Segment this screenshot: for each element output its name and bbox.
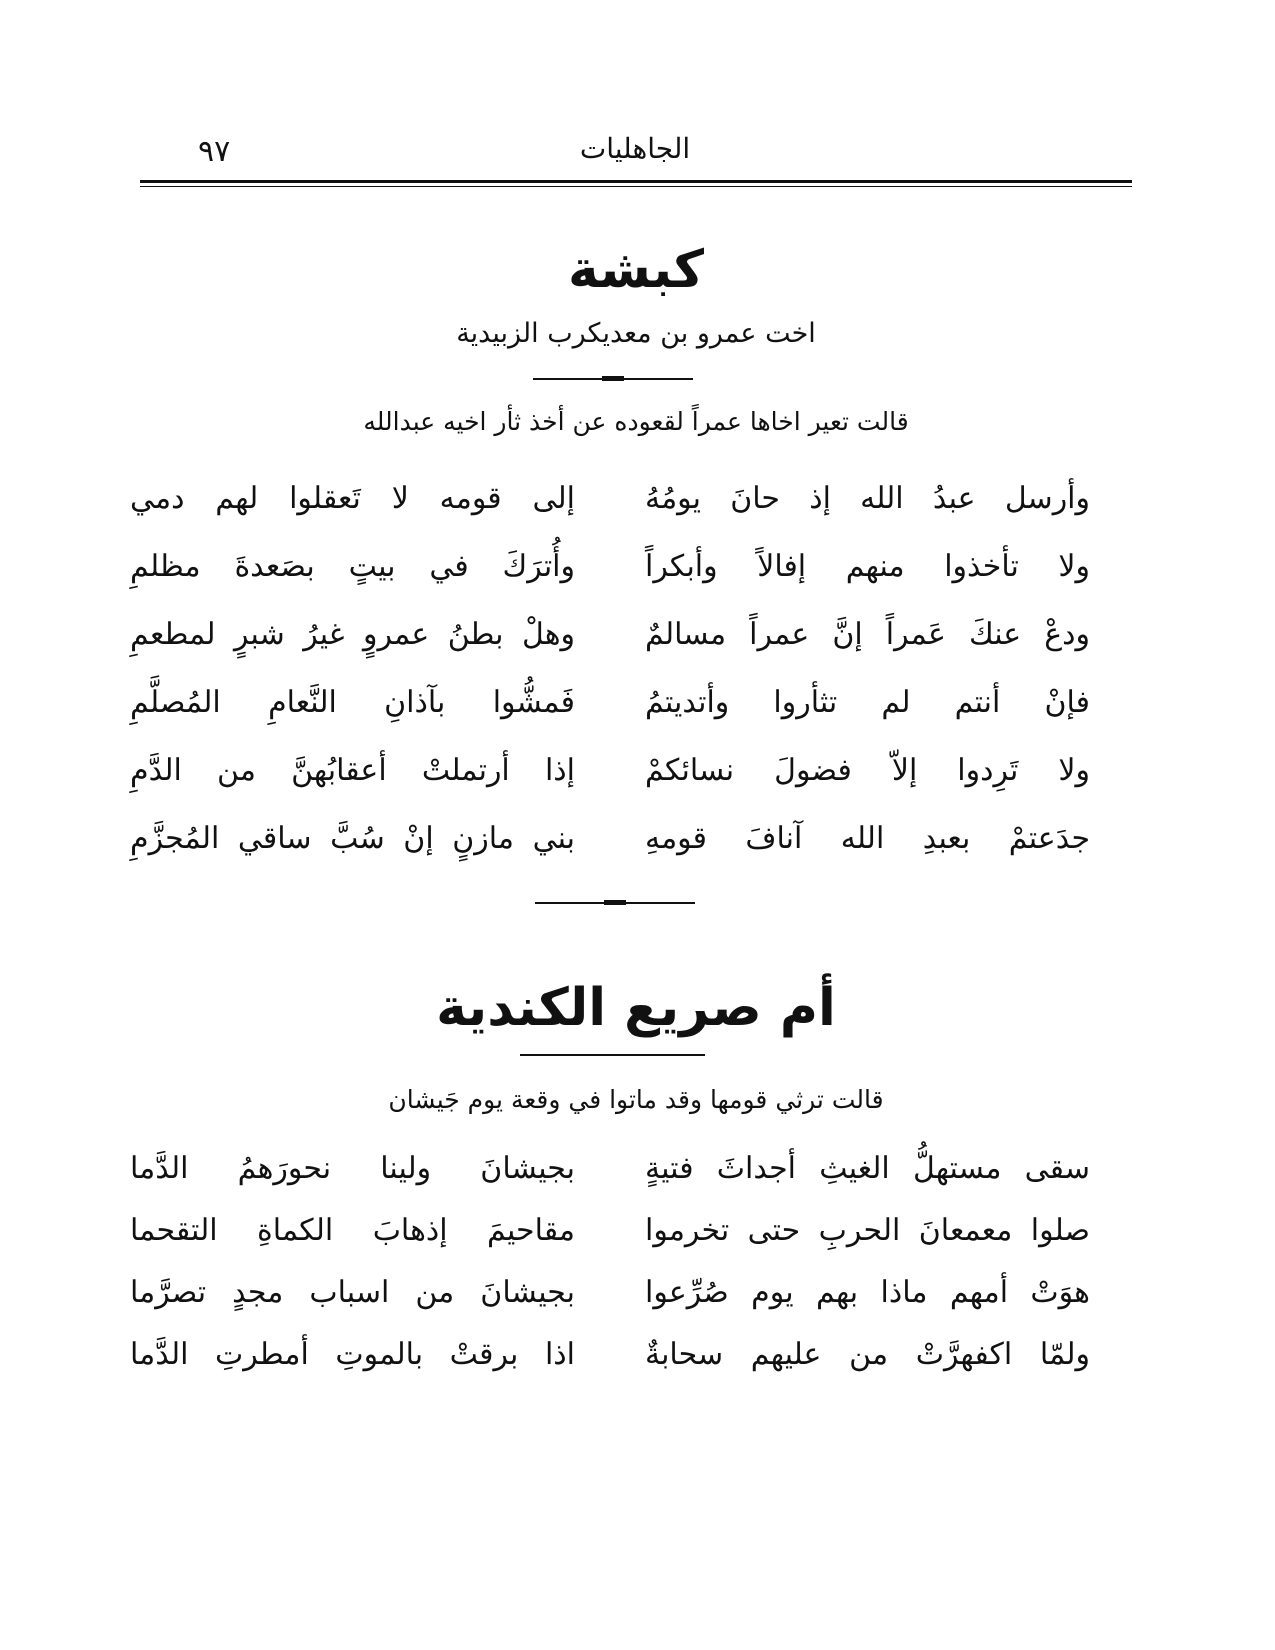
verse-line bbox=[130, 532, 1090, 600]
verse-first-hemistich: سقى مستهلُّ الغيثِ أجداثَ فتيةٍ bbox=[645, 1150, 1090, 1186]
page-header bbox=[140, 132, 1130, 180]
running-title: الجاهليات bbox=[579, 132, 691, 165]
verse-second-hemistich: بجيشانَ ولينا نحورَهمُ الدَّما bbox=[130, 1150, 575, 1186]
verse-first-hemistich: هوَتْ أمهم ماذا بهم يوم صُرِّعوا bbox=[645, 1274, 1090, 1310]
header-rule bbox=[140, 180, 1132, 183]
separator-mark bbox=[602, 376, 624, 381]
separator-mark bbox=[604, 900, 626, 905]
title-underline bbox=[520, 1054, 705, 1056]
verse-line bbox=[130, 600, 1090, 668]
verse-second-hemistich: إذا أرتملتْ أعقابُهنَّ من الدَّمِ bbox=[130, 752, 575, 788]
verse-second-hemistich: فَمشُّوا بآذانِ النَّعامِ المُصلَّمِ bbox=[130, 684, 575, 720]
verse-first-hemistich: فإنْ أنتم لم تثأروا وأتديتمُ bbox=[645, 684, 1090, 720]
verse-first-hemistich: ودعْ عنكَ عَمراً إنَّ عمراً مسالمٌ bbox=[645, 616, 1090, 652]
verse-second-hemistich: وهلْ بطنُ عمروٍ غيرُ شبرٍ لمطعمِ bbox=[130, 616, 575, 652]
verse-second-hemistich: إلى قومه لا تَعقلوا لهم دمي bbox=[130, 480, 575, 516]
verse-line bbox=[130, 736, 1090, 804]
verse-line bbox=[130, 668, 1090, 736]
verse-first-hemistich: وأرسل عبدُ الله إذ حانَ يومُهُ bbox=[645, 480, 1090, 516]
verse-second-hemistich: بجيشانَ من اسباب مجدٍ تصرَّما bbox=[130, 1274, 575, 1310]
header-rule-thin bbox=[140, 186, 1132, 187]
section-title-kabsha: كبشة bbox=[568, 240, 704, 300]
poem-umm-sari bbox=[130, 1137, 1090, 1385]
verse-line bbox=[130, 464, 1090, 532]
verse-first-hemistich: ولا تأخذوا منهم إفالاً وأبكراً bbox=[645, 548, 1090, 584]
section-title-umm-sari: أم صريع الكندية bbox=[436, 978, 836, 1038]
verse-second-hemistich: اذا برقتْ بالموتِ أمطرتِ الدَّما bbox=[130, 1336, 575, 1372]
verse-second-hemistich: وأُترَكَ في بيتٍ بصَعدةَ مظلمِ bbox=[130, 548, 575, 584]
verse-first-hemistich: صلوا معمعانَ الحربِ حتى تخرموا bbox=[645, 1212, 1090, 1248]
page-number: ٩٧ bbox=[198, 134, 231, 169]
verse-second-hemistich: بني مازنٍ إنْ سُبَّ ساقي المُجزَّمِ bbox=[130, 820, 575, 856]
section-subtitle: اخت عمرو بن معديكرب الزبيدية bbox=[456, 318, 816, 349]
verse-second-hemistich: مقاحيمَ إذهابَ الكماةِ التقحما bbox=[130, 1212, 575, 1248]
poem-intro: قالت ترثي قومها وقد ماتوا في وقعة يوم جَيشان bbox=[388, 1085, 884, 1114]
verse-line bbox=[130, 1199, 1090, 1261]
poem-kabsha bbox=[130, 464, 1090, 872]
verse-first-hemistich: جدَعتمْ بعبدِ الله آنافَ قومهِ bbox=[645, 820, 1090, 856]
verse-line bbox=[130, 1261, 1090, 1323]
verse-line bbox=[130, 1137, 1090, 1199]
verse-line bbox=[130, 1323, 1090, 1385]
verse-line bbox=[130, 804, 1090, 872]
verse-first-hemistich: ولمّا اكفهرَّتْ من عليهم سحابةٌ bbox=[645, 1336, 1090, 1372]
verse-first-hemistich: ولا تَرِدوا إلاّ فضولَ نسائكمْ bbox=[645, 752, 1090, 788]
poem-intro: قالت تعير اخاها عمراً لقعوده عن أخذ ثأر اخيه عبدالله bbox=[363, 407, 909, 436]
